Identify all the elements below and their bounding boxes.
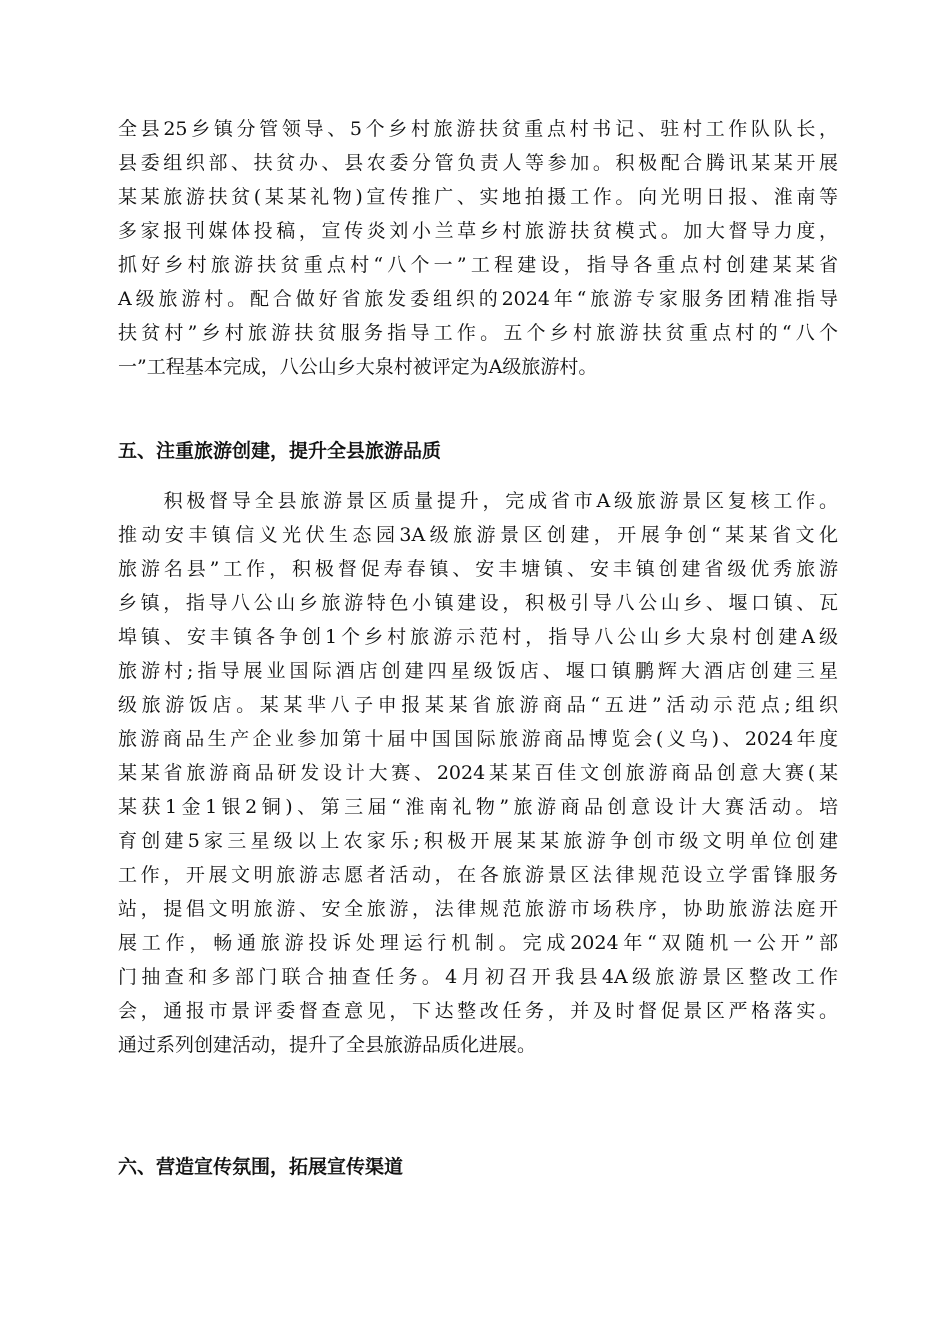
paragraph-line: 县委组织部、扶贫办、县农委分管负责人等参加。积极配合腾讯某某开展 xyxy=(118,152,838,174)
paragraph-line: 展工作，畅通旅游投诉处理运行机制。完成2024年“双随机一公开”部 xyxy=(118,932,838,954)
paragraph-line: 级旅游饭店。某某芈八子申报某某省旅游商品“五进”活动示范点;组织 xyxy=(118,694,838,716)
paragraph-tourism-creation xyxy=(118,484,838,1062)
paragraph-line: 全县25乡镇分管领导、5个乡村旅游扶贫重点村书记、驻村工作队队长， xyxy=(118,118,838,140)
paragraph-line: 扶贫村”乡村旅游扶贫服务指导工作。五个乡村旅游扶贫重点村的“八个 xyxy=(118,322,838,344)
paragraph-line: 工作，开展文明旅游志愿者活动，在各旅游景区法律规范设立学雷锋服务 xyxy=(118,864,838,886)
paragraph-line: 站，提倡文明旅游、安全旅游，法律规范旅游市场秩序，协助旅游法庭开 xyxy=(118,898,838,920)
paragraph-line: 某某旅游扶贫(某某礼物)宣传推广、实地拍摄工作。向光明日报、淮南等 xyxy=(118,186,838,208)
paragraph-line: 积极督导全县旅游景区质量提升，完成省市A级旅游景区复核工作。 xyxy=(118,490,838,512)
paragraph-line: 旅游名县”工作，积极督促寿春镇、安丰塘镇、安丰镇创建省级优秀旅游 xyxy=(118,558,838,580)
paragraph-line: 旅游商品生产企业参加第十届中国国际旅游商品博览会(义乌)、2024年度 xyxy=(118,728,838,750)
paragraph-line: 抓好乡村旅游扶贫重点村“八个一”工程建设，指导各重点村创建某某省 xyxy=(118,254,838,276)
paragraph-line: 旅游村;指导展业国际酒店创建四星级饭店、堰口镇鹏辉大酒店创建三星 xyxy=(118,660,838,682)
paragraph-line: 一”工程基本完成，八公山乡大泉村被评定为A级旅游村。 xyxy=(118,356,598,378)
paragraph-line: 会，通报市景评委督查意见，下达整改任务，并及时督促景区严格落实。 xyxy=(118,1000,838,1022)
paragraph-line: 通过系列创建活动，提升了全县旅游品质化进展。 xyxy=(118,1034,537,1056)
paragraph-line: A级旅游村。配合做好省旅发委组织的2024年“旅游专家服务团精准指导 xyxy=(118,288,838,310)
section-heading-5: 五、注重旅游创建，提升全县旅游品质 xyxy=(118,440,442,462)
section-heading-6: 六、营造宣传氛围，拓展宣传渠道 xyxy=(118,1156,404,1178)
paragraph-line: 育创建5家三星级以上农家乐;积极开展某某旅游争创市级文明单位创建 xyxy=(118,830,838,852)
paragraph-line: 某某省旅游商品研发设计大赛、2024某某百佳文创旅游商品创意大赛(某 xyxy=(118,762,838,784)
paragraph-tourism-poverty-alleviation xyxy=(118,112,838,384)
paragraph-line: 多家报刊媒体投稿，宣传炎刘小兰草乡村旅游扶贫模式。加大督导力度， xyxy=(118,220,838,242)
paragraph-line: 门抽查和多部门联合抽查任务。4月初召开我县4A级旅游景区整改工作 xyxy=(118,966,838,988)
paragraph-line: 乡镇，指导八公山乡旅游特色小镇建设，积极引导八公山乡、堰口镇、瓦 xyxy=(118,592,838,614)
paragraph-line: 某获1金1银2铜)、第三届“淮南礼物”旅游商品创意设计大赛活动。培 xyxy=(118,796,838,818)
paragraph-line: 推动安丰镇信义光伏生态园3A级旅游景区创建，开展争创“某某省文化 xyxy=(118,524,838,546)
paragraph-line: 埠镇、安丰镇各争创1个乡村旅游示范村，指导八公山乡大泉村创建A级 xyxy=(118,626,838,648)
